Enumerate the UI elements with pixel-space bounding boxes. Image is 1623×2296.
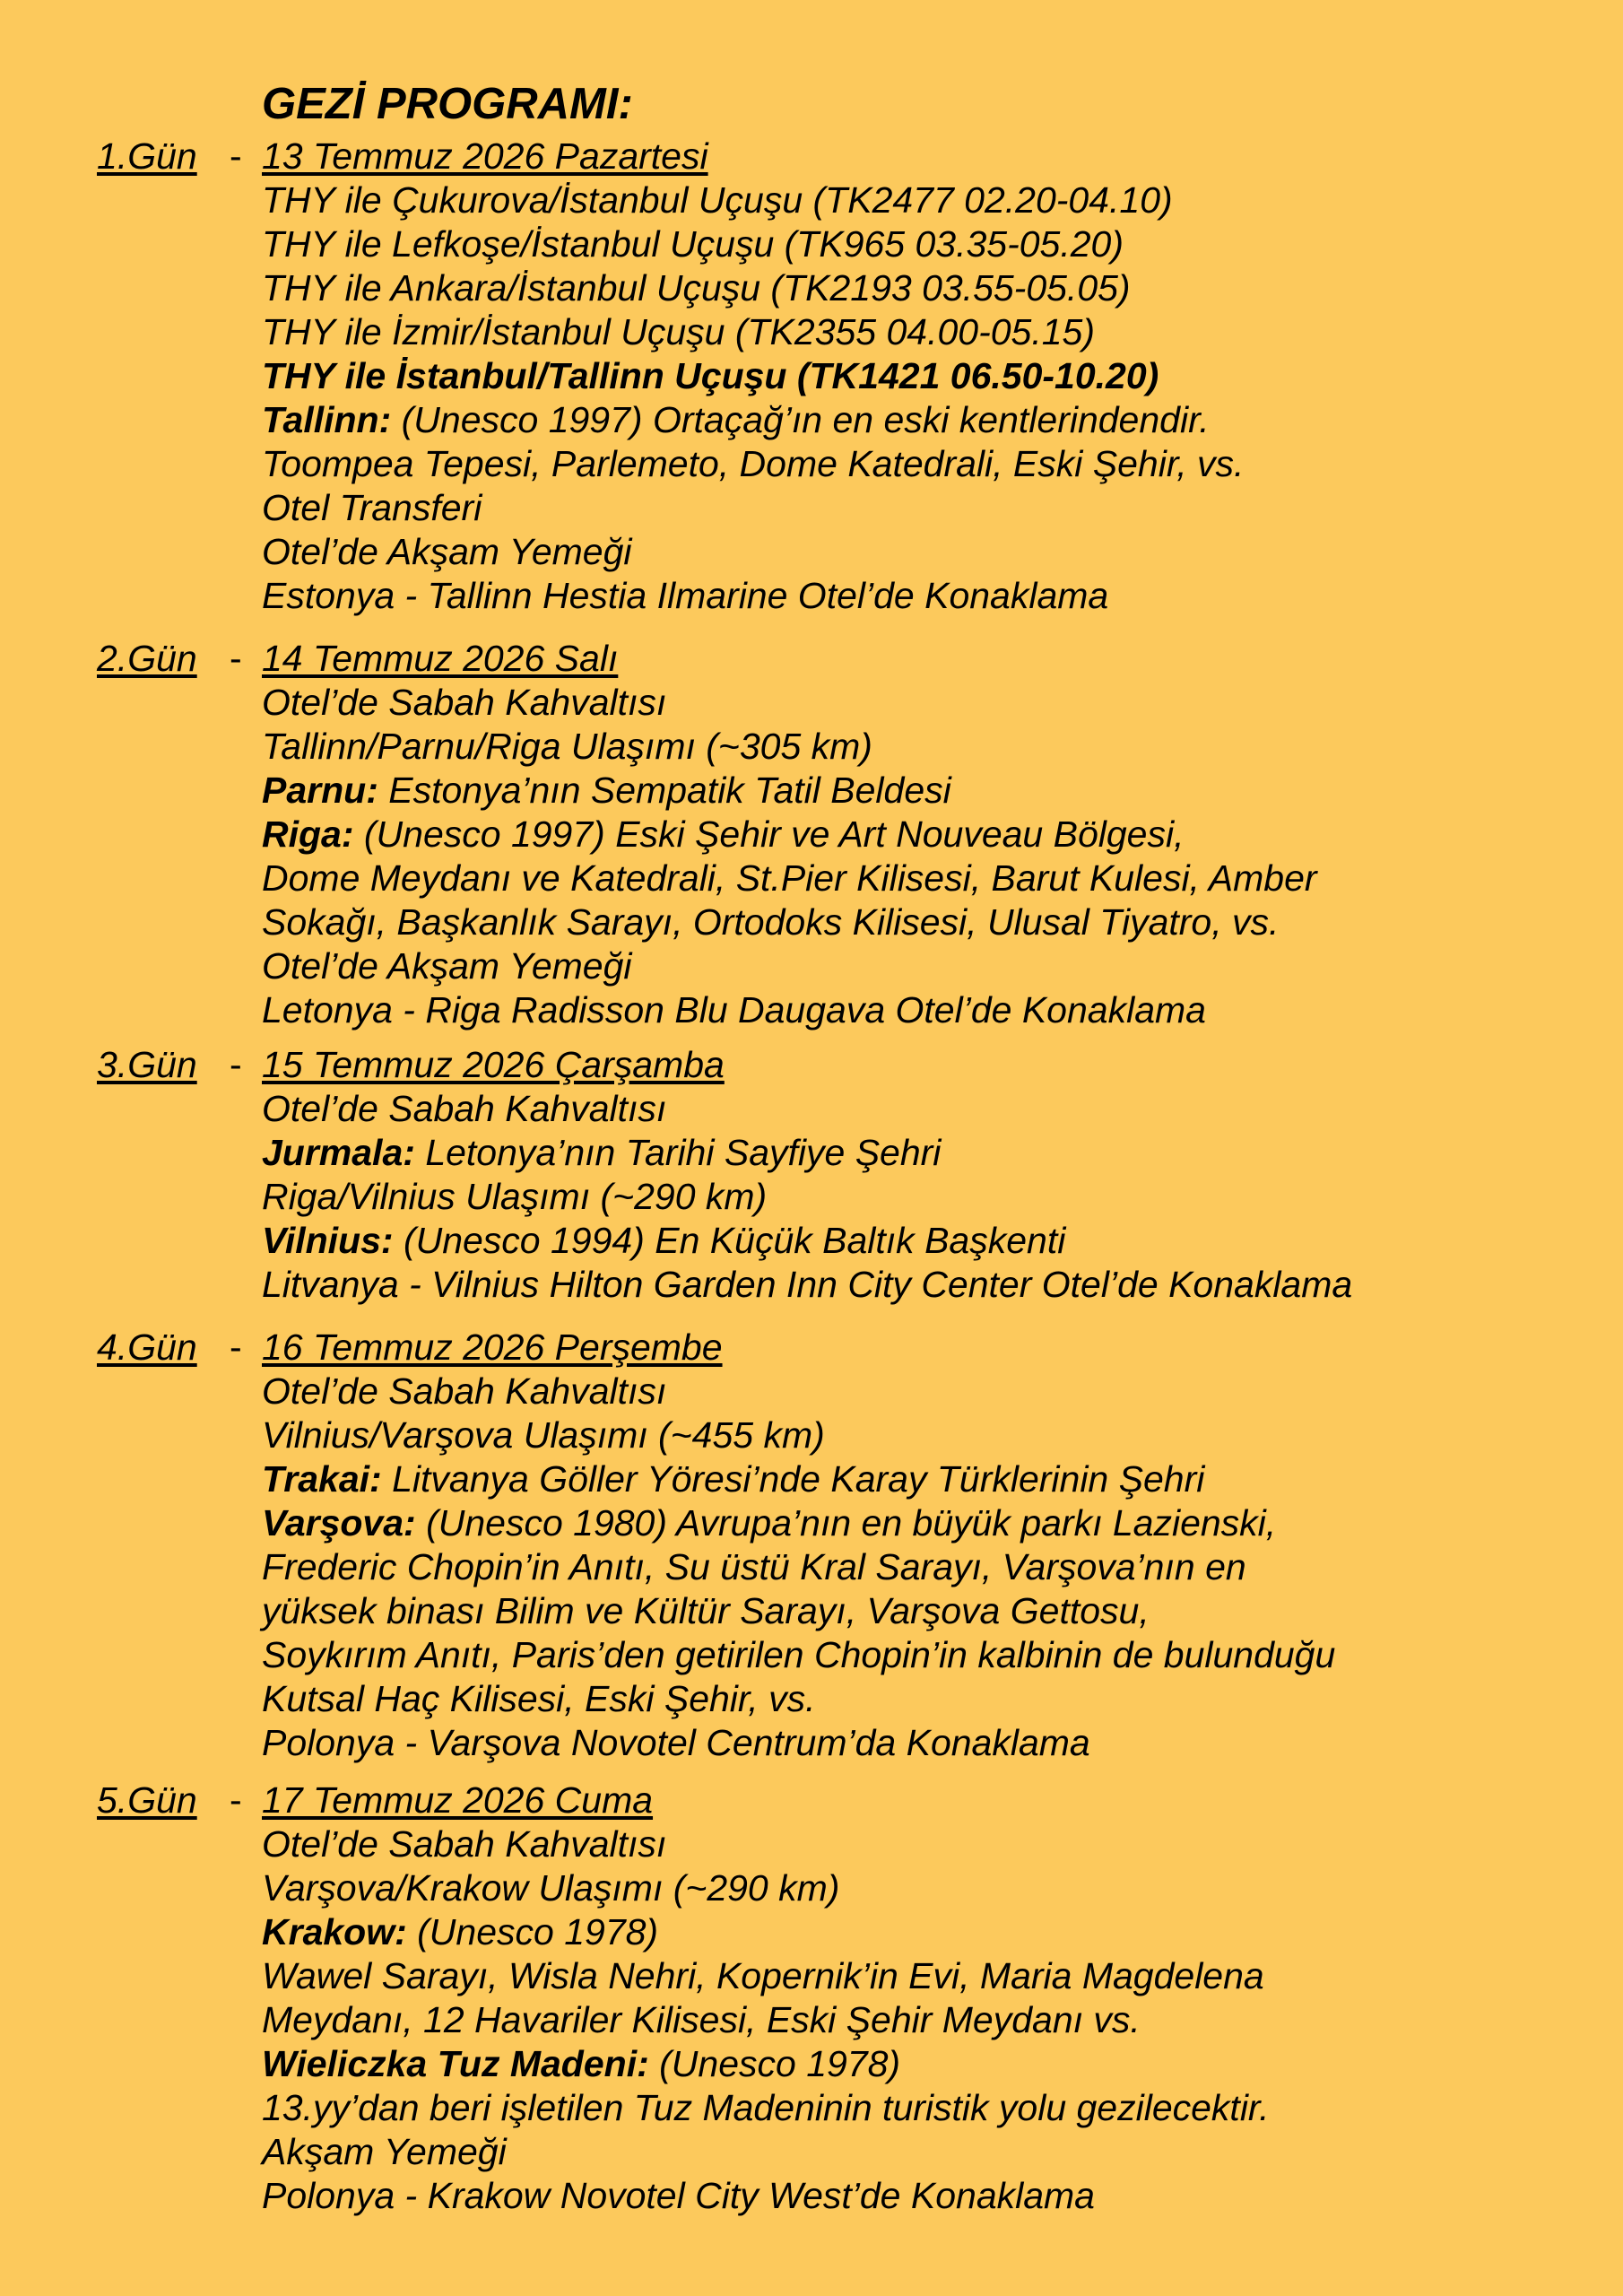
line-text: Akşam Yemeği xyxy=(262,2131,507,2172)
line-text: 13.yy’dan beri işletilen Tuz Madeninin turistik yolu gezilecektir. xyxy=(262,2087,1270,2128)
itinerary-line xyxy=(262,1263,1607,1307)
itinerary-line xyxy=(262,944,1607,988)
line-text: Polonya - Krakow Novotel City West’de Konaklama xyxy=(262,2175,1095,2216)
itinerary-line xyxy=(262,1866,1607,1910)
itinerary-line xyxy=(262,988,1607,1032)
day-date: 15 Temmuz 2026 Çarşamba xyxy=(262,1044,725,1085)
line-text: Estonya - Tallinn Hestia Ilmarine Otel’de Konaklama xyxy=(262,575,1109,616)
itinerary-line xyxy=(262,266,1607,310)
itinerary-line xyxy=(262,1087,1607,1131)
itinerary-line xyxy=(262,1219,1607,1263)
line-text: Otel’de Sabah Kahvaltısı xyxy=(262,682,667,723)
itinerary-line xyxy=(262,442,1607,486)
line-text: (Unesco 1997) Ortaçağ’ın en eski kentlerindendir. xyxy=(391,399,1210,440)
itinerary-line xyxy=(262,1457,1607,1501)
itinerary-line xyxy=(262,769,1607,813)
line-text: Frederic Chopin’in Anıtı, Su üstü Kral Sarayı, Varşova’nın en xyxy=(262,1546,1246,1587)
itinerary-line xyxy=(262,725,1607,769)
place-name: Krakow: xyxy=(262,1911,407,1952)
day-separator: - xyxy=(230,1779,242,1821)
line-text: Soykırım Anıtı, Paris’den getirilen Chopin’in kalbinin de bulunduğu xyxy=(262,1634,1336,1675)
itinerary-line xyxy=(262,813,1607,857)
day-date: 17 Temmuz 2026 Cuma xyxy=(262,1779,654,1821)
day-lines xyxy=(262,135,1607,618)
line-text: Wawel Sarayı, Wisla Nehri, Kopernik’in Evi, Maria Magdelena xyxy=(262,1955,1264,1996)
place-name: Riga: xyxy=(262,813,354,855)
day-lines xyxy=(262,1326,1607,1765)
place-name: Trakai: xyxy=(262,1458,382,1500)
itinerary-line xyxy=(262,1998,1607,2042)
line-text: THY ile Çukurova/İstanbul Uçuşu (TK2477 02.20-04.10) xyxy=(262,179,1173,221)
line-text: (Unesco 1997) Eski Şehir ve Art Nouveau Bölgesi, xyxy=(353,813,1185,855)
day-lines xyxy=(262,1043,1607,1307)
itinerary-line xyxy=(262,1633,1607,1677)
day-label: 5.Gün xyxy=(97,1779,197,1821)
place-name: Wieliczka Tuz Madeni: xyxy=(262,2043,649,2084)
day-lines xyxy=(262,1779,1607,2218)
line-text: Tallinn/Parnu/Riga Ulaşımı (~305 km) xyxy=(262,726,872,767)
itinerary-line xyxy=(262,1413,1607,1457)
place-name: Tallinn: xyxy=(262,399,392,440)
line-text: Otel’de Akşam Yemeği xyxy=(262,531,632,572)
itinerary-line xyxy=(262,1131,1607,1175)
line-text: (Unesco 1994) En Küçük Baltık Başkenti xyxy=(393,1220,1066,1261)
itinerary-line xyxy=(262,1589,1607,1633)
line-text: Varşova/Krakow Ulaşımı (~290 km) xyxy=(262,1867,840,1909)
itinerary-line xyxy=(262,530,1607,574)
day-separator: - xyxy=(230,1326,242,1368)
itinerary-line xyxy=(262,310,1607,354)
line-text: THY ile Lefkoşe/İstanbul Uçuşu (TK965 03.35-05.20) xyxy=(262,223,1124,265)
place-name: Vilnius: xyxy=(262,1220,394,1261)
day-label: 3.Gün xyxy=(97,1044,197,1085)
day-separator: - xyxy=(230,638,242,679)
itinerary-line xyxy=(262,1370,1607,1413)
line-text: Vilnius/Varşova Ulaşımı (~455 km) xyxy=(262,1414,825,1456)
day-separator: - xyxy=(230,135,242,177)
line-text: yüksek binası Bilim ve Kültür Sarayı, Varşova Gettosu, xyxy=(262,1590,1150,1631)
place-name: THY ile İstanbul/Tallinn Uçuşu (TK1421 06.50-10.20) xyxy=(262,355,1159,396)
line-text: Dome Meydanı ve Katedrali, St.Pier Kilisesi, Barut Kulesi, Amber xyxy=(262,857,1317,899)
itinerary-line xyxy=(262,1822,1607,1866)
line-text: Otel’de Sabah Kahvaltısı xyxy=(262,1088,667,1129)
itinerary-line xyxy=(262,178,1607,222)
line-text: Otel’de Sabah Kahvaltısı xyxy=(262,1823,667,1865)
itinerary-line xyxy=(262,354,1607,398)
line-text: Toompea Tepesi, Parlemeto, Dome Katedrali, Eski Şehir, vs. xyxy=(262,443,1245,484)
line-text: Polonya - Varşova Novotel Centrum’da Konaklama xyxy=(262,1722,1090,1763)
place-name: Varşova: xyxy=(262,1502,416,1544)
itinerary-line xyxy=(262,486,1607,530)
itinerary-line xyxy=(262,2174,1607,2218)
line-text: Kutsal Haç Kilisesi, Eski Şehir, vs. xyxy=(262,1678,816,1719)
itinerary-line xyxy=(262,398,1607,442)
itinerary-line xyxy=(262,2042,1607,2086)
day-date: 16 Temmuz 2026 Perşembe xyxy=(262,1326,723,1368)
itinerary-line xyxy=(262,1677,1607,1721)
line-text: (Unesco 1980) Avrupa’nın en büyük parkı Lazienski, xyxy=(415,1502,1277,1544)
line-text: Letonya’nın Tarihi Sayfiye Şehri xyxy=(414,1132,942,1173)
day-label: 1.Gün xyxy=(97,135,197,177)
itinerary-line xyxy=(262,1954,1607,1998)
place-name: Jurmala: xyxy=(262,1132,415,1173)
itinerary-line xyxy=(262,1545,1607,1589)
day-label: 2.Gün xyxy=(97,638,197,679)
itinerary-line xyxy=(262,1721,1607,1765)
line-text: (Unesco 1978) xyxy=(406,1911,659,1952)
itinerary-line xyxy=(262,681,1607,725)
itinerary-line xyxy=(262,900,1607,944)
day-lines xyxy=(262,637,1607,1032)
itinerary-line xyxy=(262,574,1607,618)
page-title: GEZİ PROGRAMI: xyxy=(262,80,633,128)
line-text: Estonya’nın Sempatik Tatil Beldesi xyxy=(378,770,951,811)
day-label: 4.Gün xyxy=(97,1326,197,1368)
place-name: Parnu: xyxy=(262,770,378,811)
itinerary-line xyxy=(262,1501,1607,1545)
line-text: Letonya - Riga Radisson Blu Daugava Otel’de Konaklama xyxy=(262,989,1206,1031)
itinerary-line xyxy=(262,1175,1607,1219)
day-date: 13 Temmuz 2026 Pazartesi xyxy=(262,135,708,177)
itinerary-line xyxy=(262,222,1607,266)
line-text: THY ile Ankara/İstanbul Uçuşu (TK2193 03.55-05.05) xyxy=(262,267,1131,309)
line-text: THY ile İzmir/İstanbul Uçuşu (TK2355 04.00-05.15) xyxy=(262,311,1096,352)
line-text: (Unesco 1978) xyxy=(648,2043,901,2084)
line-text: Otel Transferi xyxy=(262,487,482,528)
line-text: Riga/Vilnius Ulaşımı (~290 km) xyxy=(262,1176,768,1217)
day-date: 14 Temmuz 2026 Salı xyxy=(262,638,619,679)
line-text: Litvanya Göller Yöresi’nde Karay Türklerinin Şehri xyxy=(381,1458,1205,1500)
line-text: Sokağı, Başkanlık Sarayı, Ortodoks Kilisesi, Ulusal Tiyatro, vs. xyxy=(262,901,1280,943)
line-text: Otel’de Sabah Kahvaltısı xyxy=(262,1370,667,1412)
line-text: Otel’de Akşam Yemeği xyxy=(262,945,632,987)
day-separator: - xyxy=(230,1044,242,1085)
line-text: Litvanya - Vilnius Hilton Garden Inn City Center Otel’de Konaklama xyxy=(262,1264,1353,1305)
itinerary-line xyxy=(262,1910,1607,1954)
itinerary-line xyxy=(262,857,1607,900)
itinerary-line xyxy=(262,2130,1607,2174)
itinerary-line xyxy=(262,2086,1607,2130)
line-text: Meydanı, 12 Havariler Kilisesi, Eski Şehir Meydanı vs. xyxy=(262,1999,1141,2040)
